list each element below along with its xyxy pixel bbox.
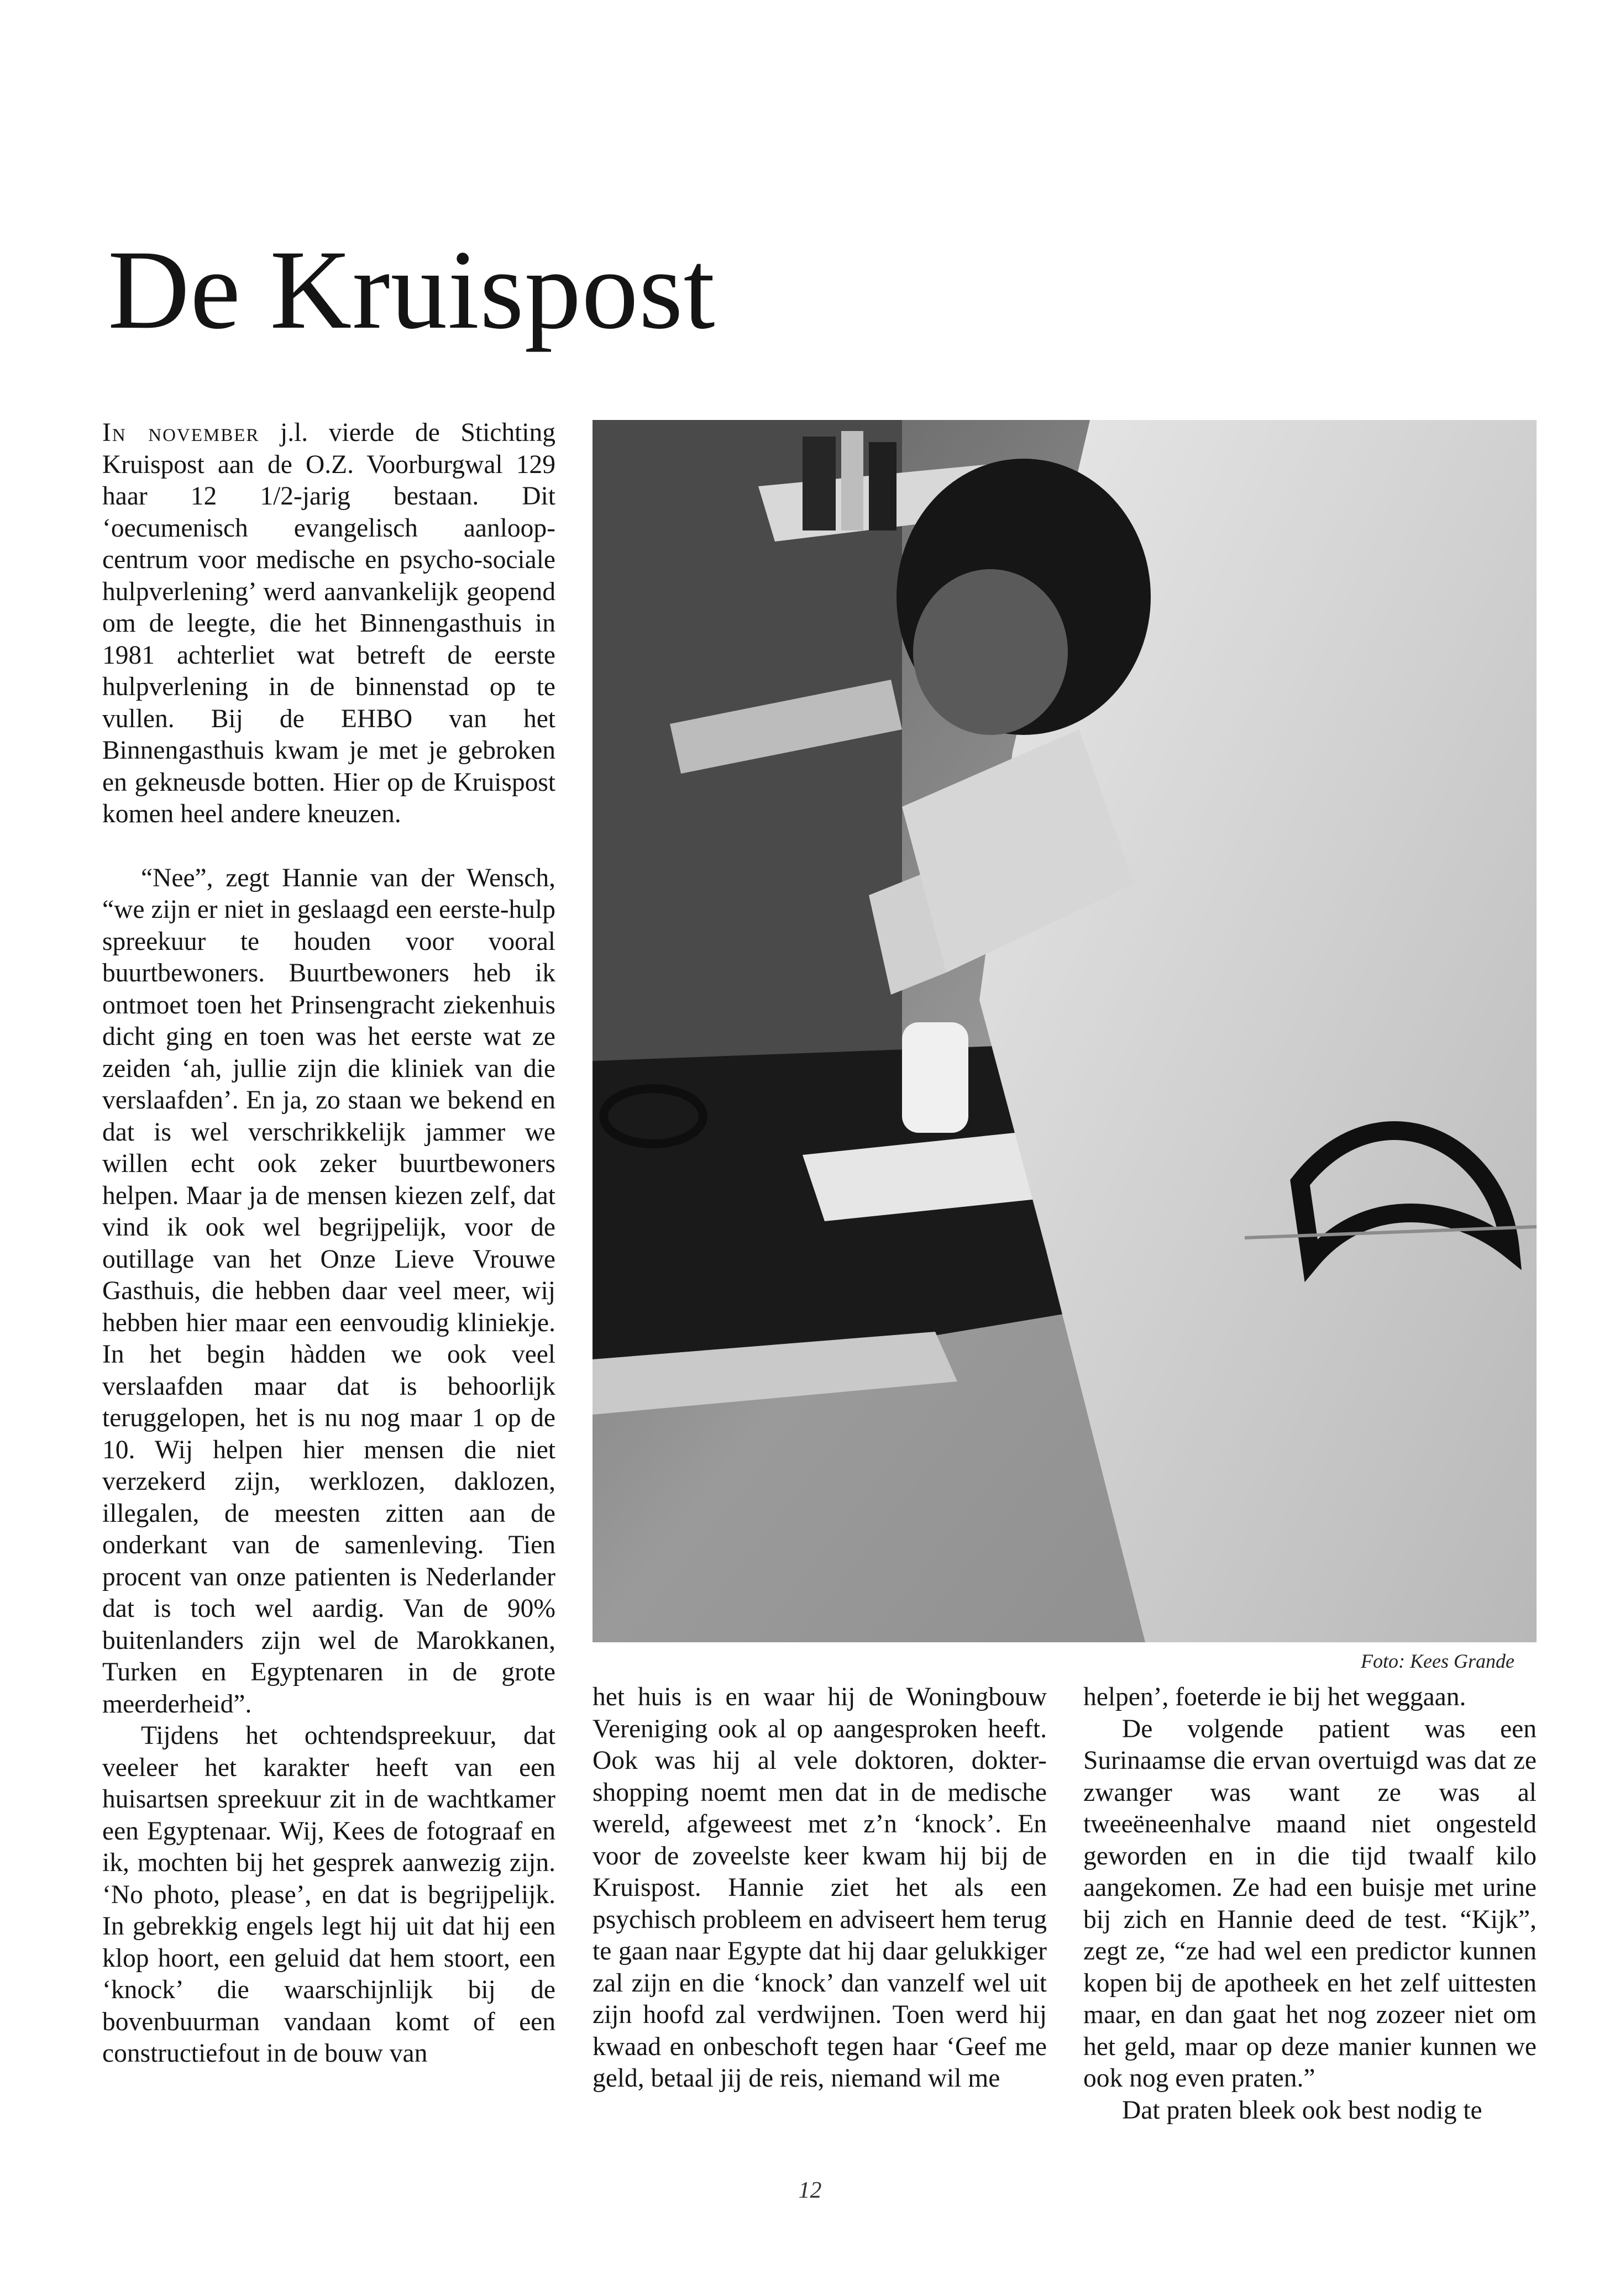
text-column-3 xyxy=(1083,1682,1537,2126)
paragraph: helpen’, foeterde ie bij het weggaan. xyxy=(1083,1683,1466,1711)
paragraph: Tijdens het ochtendspreekuur, dat veeleer het karakter heeft van een huisartsen spreekuur zit in de wachtkamer een Egyptenaar. Wij, Kees de fotograaf en ik, mochten bij het gesprek aanwezig zijn. ‘No photo, please’, en dat is begrijpelijk. In gebrekkig engels legt hij uit dat hij een klop hoort, een geluid dat hem stoort, een ‘knock’ die waarschijnlijk bij de bovenbuurman vandaan komt of een constructiefout in de bouw van xyxy=(102,1721,555,2068)
text-column-2 xyxy=(593,1682,1047,2095)
paragraph: het huis is en waar hij de Woningbouw Vereniging ook al op aangesproken heeft. Ook was hij al vele doktoren, dokter-shopping noemt men dat in de medische wereld, afgeweest met z’n ‘knock’. En voor de zoveelste keer kwam hij bij de Kruispost. Hannie ziet het als een psychisch probleem en adviseert hem terug te gaan naar Egypte dat hij daar gelukkiger zal zijn en die ‘knock’ dan vanzelf wel uit zijn hoofd zal verdwijnen. Toen werd hij kwaad en onbeschoft tegen haar ‘Geef me geld, betaal jij de reis, niemand wil me xyxy=(593,1683,1047,2093)
photo-credit: Foto: Kees Grande xyxy=(1361,1650,1514,1672)
article-photo xyxy=(593,420,1537,1642)
lead-in: In november xyxy=(102,418,260,447)
paragraph: De volgende patient was een Surinaamse die ervan overtuigd was dat ze zwanger was want ze was al tweeëneenhalve maand niet ongesteld geworden en in die tijd twaalf kilo aangekomen. Ze had een buisje met urine bij zich en Hannie deed de test. “Kijk”, zegt ze, “ze had wel een predictor kunnen kopen bij de apotheek en het zelf uittesten maar, en dan gaat het nog zozeer niet om het geld, maar op deze manier kunnen we ook nog even praten.” xyxy=(1083,1714,1537,2093)
page-number: 12 xyxy=(798,2178,822,2203)
text-column-1 xyxy=(102,417,555,2070)
paragraph: In november j.l. vierde de Stichting Kruispost aan de O.Z. Voorburgwal 129 haar 12 1/2-jarig bestaan. Dit ‘oecumenisch evangelisch aanloop-centrum voor medische en psycho-sociale hulpverlening’ werd aanvankelijk geopend om de leegte, die het Binnengasthuis in 1981 achterliet wat betreft de eerste hulpverlening in de binnenstad op te vullen. Bij de EHBO van het Binnengasthuis kwam je met je gebroken en gekneusde botten. Hier op de Kruispost komen heel andere kneuzen. xyxy=(102,418,555,828)
article-title: De Kruispost xyxy=(108,227,716,353)
paragraph: “Nee”, zegt Hannie van der Wensch, “we zijn er niet in geslaagd een eerste-hulp spreekuur te houden voor vooral buurtbewoners. Buurtbewoners heb ik ontmoet toen het Prinsengracht ziekenhuis dicht ging en toen was het eerste wat ze zeiden ‘ah, jullie zijn die kliniek van die verslaafden’. En ja, zo staan we bekend en dat is wel verschrikkelijk jammer we willen echt ook zeker buurtbewoners helpen. Maar ja de mensen kiezen zelf, dat vind ik ook wel begrijpelijk, voor de outillage van het Onze Lieve Vrouwe Gasthuis, die hebben daar veel meer, wij hebben hier maar een eenvoudig kliniekje. In het begin hàdden we ook veel verslaafden maar dat is behoorlijk teruggelopen, het is nu nog maar 1 op de 10. Wij helpen hier mensen die niet verzekerd zijn, werklozen, daklozen, illegalen, de meesten zitten aan de onderkant van de samenleving. Tien procent van onze patienten is Nederlander dat is toch wel aardig. Van de 90% buitenlanders zijn wel de Marokkanen, Turken en Egyptenaren in de grote meerderheid”. xyxy=(102,863,555,1719)
paragraph: Dat praten bleek ook best nodig te xyxy=(1122,2095,1482,2125)
